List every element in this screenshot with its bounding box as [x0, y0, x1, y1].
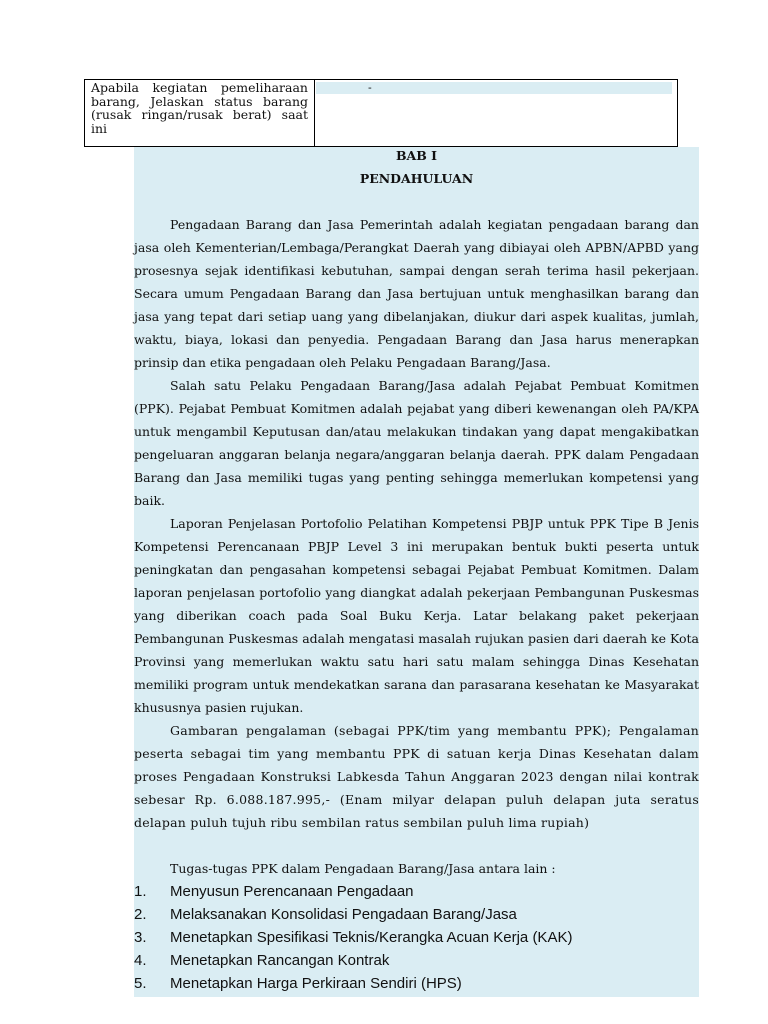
maintenance-question-cell: Apabila kegiatan pemeliharaan barang, Jelaskan status barang (rusak ringan/rusak berat) saat ini [85, 80, 315, 146]
chapter-content [134, 147, 699, 997]
list-item [134, 926, 699, 949]
paragraph-procurement-definition: Pengadaan Barang dan Jasa Pemerintah adalah kegiatan pengadaan barang dan jasa oleh Kementerian/Lembaga/Perangkat Daerah yang dibiayai oleh APBN/APBD yang prosesnya sejak identifikasi kebutuhan, sampai dengan serah terima hasil pekerjaan. Secara umum Pengadaan Barang dan Jasa bertujuan untuk menghasilkan barang dan jasa yang tepat dari setiap uang yang dibelanjakan, diukur dari aspek kualitas, jumlah, waktu, biaya, lokasi dan penyedia. Pengadaan Barang dan Jasa harus menerapkan prinsip dan etika pengadaan oleh Pelaku Pengadaan Barang/Jasa. [134, 217, 699, 370]
list-item-number: 2. [134, 906, 147, 923]
chapter-title: PENDAHULUAN [359, 171, 474, 186]
maintenance-status-table [84, 79, 678, 147]
list-item-number: 4. [134, 952, 147, 969]
list-item [134, 903, 699, 926]
paragraph-ppk-role: Salah satu Pelaku Pengadaan Barang/Jasa adalah Pejabat Pembuat Komitmen (PPK). Pejabat Pembuat Komitmen adalah pejabat yang diberi kewenangan oleh PA/KPA untuk mengambil Keputusan dan/atau melakukan tindakan yang dapat mengakibatkan pengeluaran anggaran belanja negara/anggaran belanja daerah. PPK dalam Pengadaan Barang dan Jasa memiliki tugas yang penting sehingga memerlukan kompetensi yang baik. [134, 378, 699, 508]
list-item [134, 880, 699, 903]
paragraph-portfolio-report: Laporan Penjelasan Portofolio Pelatihan Kompetensi PBJP untuk PPK Tipe B Jenis Kompetensi Perencanaan PBJP Level 3 ini merupakan bentuk bukti peserta untuk peningkatan dan pengasahan kompetensi sebagai Pejabat Pembuat Komitmen. Dalam laporan penjelasan portofolio yang diangkat adalah pekerjaan Pembangunan Puskesmas yang diberikan coach pada Soal Buku Kerja. Latar belakang paket pekerjaan Pembangunan Puskesmas adalah mengatasi masalah rujukan pasien dari daerah ke Kota Provinsi yang memerlukan waktu satu hari satu malam sehingga Dinas Kesehatan memiliki program untuk mendekatkan sarana dan parasarana kesehatan ke Masyarakat khususnya pasien rujukan. [134, 516, 699, 715]
list-item-text: Menyusun Perencanaan Pengadaan [170, 883, 414, 900]
list-item-number: 3. [134, 929, 147, 946]
list-item-text: Melaksanakan Konsolidasi Pengadaan Barang/Jasa [170, 906, 517, 923]
list-item-text: Menetapkan Spesifikasi Teknis/Kerangka Acuan Kerja (KAK) [170, 929, 573, 946]
tasks-intro: Tugas-tugas PPK dalam Pengadaan Barang/Jasa antara lain : [170, 861, 556, 876]
chapter-number: BAB I [395, 148, 438, 163]
ppk-task-list [134, 880, 699, 995]
list-item [134, 972, 699, 995]
list-item-number: 1. [134, 883, 147, 900]
list-item-number: 5. [134, 975, 147, 992]
paragraph-experience: Gambaran pengalaman (sebagai PPK/tim yang membantu PPK); Pengalaman peserta sebagai tim yang membantu PPK di satuan kerja Dinas Kesehatan dalam proses Pengadaan Konstruksi Labkesda Tahun Anggaran 2023 dengan nilai kontrak sebesar Rp. 6.088.187.995,- (Enam milyar delapan puluh delapan juta seratus delapan puluh tujuh ribu sembilan ratus sembilan puluh lima rupiah) [134, 723, 699, 830]
list-item [134, 949, 699, 972]
list-item-text: Menetapkan Rancangan Kontrak [170, 952, 390, 969]
maintenance-answer-value: - [316, 82, 672, 94]
list-item-text: Menetapkan Harga Perkiraan Sendiri (HPS) [170, 975, 462, 992]
maintenance-answer-cell [315, 80, 677, 146]
